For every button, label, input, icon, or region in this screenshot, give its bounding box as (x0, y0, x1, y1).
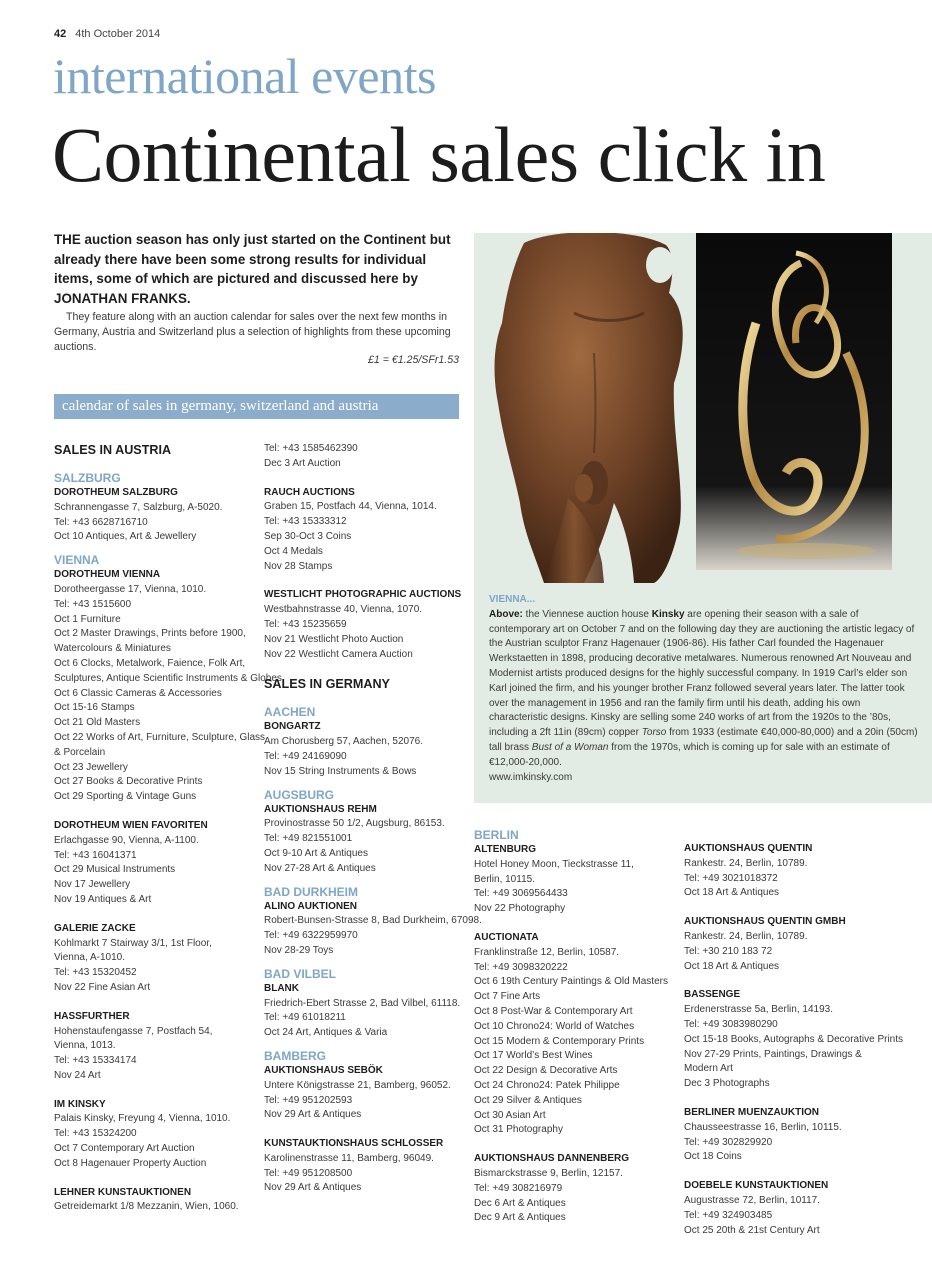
auction-house-name: BERLINER MUENZAUKTION (684, 1106, 819, 1118)
listing-line: Berlin, 10115. (474, 873, 535, 885)
listing-line: Sculptures, Antique Scientific Instruments & Globes (54, 672, 282, 684)
listing-line: Tel: +49 302829920 (684, 1136, 773, 1148)
listing-line: Getreidemarkt 1/8 Mezzanin, Wien, 1060. (54, 1201, 239, 1213)
listing-line: Nov 21 Westlicht Photo Auction (264, 633, 404, 645)
listing-line: Erlachgasse 90, Vienna, A-1100. (54, 834, 199, 846)
listing-line: Hohenstaufengasse 7, Postfach 54, (54, 1025, 213, 1037)
listing-line: Oct 10 Antiques, Art & Jewellery (54, 531, 197, 543)
listing-line: Tel: +49 3069564433 (474, 888, 568, 900)
listing-line: Oct 6 19th Century Paintings & Old Masters (474, 976, 668, 988)
listing-line: Nov 22 Westlicht Camera Auction (264, 648, 413, 660)
caption-work-torso: Torso (641, 727, 667, 739)
issue-date: 4th October 2014 (75, 28, 161, 40)
listing-line: Tel: +43 1515600 (54, 598, 132, 610)
listing-line: Oct 7 Fine Arts (474, 991, 541, 1003)
auction-house-name: DOROTHEUM SALZBURG (54, 487, 178, 498)
listing-line: Tel: +43 15334174 (54, 1055, 137, 1067)
listing-line: Erdenerstrasse 5a, Berlin, 14193. (684, 1004, 833, 1016)
auction-house-name: AUKTIONSHAUS DANNENBERG (474, 1153, 630, 1165)
city-heading: AUGSBURG (264, 787, 335, 802)
listing-line: Oct 6 Clocks, Metalwork, Faience, Folk Art, (54, 657, 246, 669)
headline: Continental sales click in (52, 111, 826, 198)
listing-line: Oct 31 Photography (474, 1124, 563, 1136)
listing-line: Nov 17 Jewellery (54, 879, 131, 891)
listing-line: Nov 28 Stamps (264, 560, 333, 572)
listing-line: Oct 15-18 Books, Autographs & Decorative Prints (684, 1033, 903, 1045)
torso-photo (484, 233, 694, 583)
caption-heading: VIENNA... (489, 594, 536, 605)
listing-line: Tel: +43 15324200 (54, 1128, 137, 1140)
listing-line: Nov 22 Photography (474, 903, 566, 915)
auction-house-name: BASSENGE (684, 989, 741, 1001)
city-heading: AACHEN (264, 705, 316, 720)
listing-line: Oct 18 Coins (684, 1151, 742, 1163)
listing-line: Oct 7 Contemporary Art Auction (54, 1143, 195, 1155)
auction-house-name: KUNSTAUKTIONSHAUS SCHLOSSER (264, 1138, 444, 1150)
calendar-banner (54, 394, 459, 419)
auction-house-name: DOROTHEUM WIEN FAVORITEN (54, 819, 208, 831)
listing-line: Oct 6 Classic Cameras & Accessories (54, 687, 222, 699)
auction-house-name: HASSFURTHER (54, 1010, 130, 1022)
listing-line: Tel: +43 16041371 (54, 849, 137, 861)
listing-line: Friedrich-Ebert Strasse 2, Bad Vilbel, 61118. (264, 997, 461, 1009)
listing-line: Oct 30 Asian Art (474, 1109, 546, 1121)
calendar-column-3 (474, 828, 679, 1226)
listing-line: Oct 29 Sporting & Vintage Guns (54, 791, 197, 803)
listing-line: Oct 15 Modern & Contemporary Prints (474, 1035, 645, 1047)
auction-house-name: LEHNER KUNSTAUKTIONEN (54, 1186, 192, 1198)
calendar-column-4 (684, 828, 924, 1238)
listing-line: Oct 22 Works of Art, Furniture, Sculpture, Glass (54, 731, 266, 743)
city-heading: BAD VILBEL (264, 966, 336, 981)
calendar-banner-label: calendar of sales in germany, switzerland and austria (62, 398, 379, 414)
listing-line: Tel: +43 1585462390 (264, 443, 358, 454)
listing-line: Oct 25 20th & 21st Century Art (684, 1224, 820, 1236)
city-heading: BAD DURKHEIM (264, 884, 358, 899)
listing-line: Provinostrasse 50 1/2, Augsburg, 86153. (264, 818, 445, 830)
caption-text-3: from 1933 (estimate €40,000-80,000) and a 20in (50cm) tall brass (489, 727, 918, 753)
listing-line: Tel: +49 951208500 (264, 1167, 353, 1179)
auction-house-name: AUKTIONSHAUS QUENTIN GMBH (684, 916, 846, 928)
listing-line: Oct 23 Jewellery (54, 761, 128, 773)
listing-line: & Porcelain (54, 746, 106, 758)
listing-line: Tel: +49 3021018372 (684, 872, 778, 884)
listing-line: Tel: +49 6322959970 (264, 930, 358, 942)
listing-line: Chausseestrasse 16, Berlin, 10115. (684, 1121, 842, 1133)
listing-line: Oct 24 Chrono24: Patek Philippe (474, 1079, 620, 1091)
auction-house-name: AUKTIONSHAUS QUENTIN (684, 843, 813, 854)
listing-line: Tel: +49 324903485 (684, 1209, 773, 1221)
auction-house-name: ALTENBURG (474, 844, 537, 855)
listing-line: Oct 9-10 Art & Antiques (264, 847, 368, 859)
listing-line: Oct 27 Books & Decorative Prints (54, 776, 203, 788)
listing-line: Oct 8 Hagenauer Property Auction (54, 1157, 207, 1169)
auction-house-name: IM KINSKY (54, 1098, 106, 1110)
listing-line: Tel: +49 3083980290 (684, 1018, 778, 1030)
listing-line: Tel: +30 210 183 72 (684, 945, 773, 957)
listing-line: Dec 3 Photographs (684, 1078, 770, 1090)
listing-line: Augustrasse 72, Berlin, 10117. (684, 1194, 821, 1206)
listing-line: Oct 22 Design & Decorative Arts (474, 1065, 618, 1077)
listing-line: Nov 24 Art (54, 1069, 101, 1081)
listing-line: Tel: +43 15320452 (54, 967, 137, 979)
listing-line: Sep 30-Oct 3 Coins (264, 530, 352, 542)
city-heading: BAMBERG (264, 1048, 326, 1063)
listing-line: Nov 29 Art & Antiques (264, 1109, 362, 1121)
intro-paragraph: They feature along with an auction calendar for sales over the next few months in Germany, Austria and Switzerland plus a selection of highlights from these upcoming auctions. (54, 311, 451, 353)
caption-lead: Above: (489, 608, 523, 620)
listing-line: Oct 2 Master Drawings, Prints before 1900, (54, 628, 246, 640)
standfirst: THE auction season has only just started on the Continent but already there have been some strong results for individual items, some of which are pictured and discussed here by JONATHAN FRANKS. (54, 232, 451, 306)
listing-line: Palais Kinsky, Freyung 4, Vienna, 1010. (54, 1113, 231, 1125)
city-heading: BERLIN (474, 828, 519, 842)
listing-line: Westbahnstrasse 40, Vienna, 1070. (264, 604, 423, 616)
listing-line: Rankestr. 24, Berlin, 10789. (684, 857, 808, 869)
exchange-rate: £1 = €1.25/SFr1.53 (368, 354, 459, 366)
listing-line: Oct 18 Art & Antiques (684, 887, 780, 899)
auction-house-name: BONGARTZ (264, 721, 321, 733)
listing-line: Tel: +49 951202593 (264, 1094, 353, 1106)
caption-work-bust: Bust of a Woman (531, 741, 609, 753)
auction-house-name: WESTLICHT PHOTOGRAPHIC AUCTIONS (264, 589, 462, 601)
auction-house-name: AUCTIONATA (474, 931, 539, 943)
listing-line: Dec 3 Art Auction (264, 457, 341, 469)
brass-bust-image (696, 233, 892, 570)
listing-line: Nov 15 String Instruments & Bows (264, 765, 417, 777)
section-heading: SALES IN AUSTRIA (54, 443, 172, 457)
listing-line: Oct 24 Art, Antiques & Varia (264, 1027, 388, 1039)
listing-line: Dec 6 Art & Antiques (474, 1197, 566, 1209)
feature-panel (474, 233, 932, 803)
calendar-column-2 (264, 442, 482, 1196)
listing-line: Hotel Honey Moon, Tieckstrasse 11, (474, 858, 634, 870)
listing-line: Tel: +49 24169090 (264, 750, 347, 762)
listing-line: Franklinstraße 12, Berlin, 10587. (474, 946, 620, 958)
caption-website: www.imkinsky.com (489, 771, 573, 783)
auction-house-name: DOEBELE KUNSTAUKTIONEN (684, 1180, 829, 1192)
listing-line: Nov 22 Fine Asian Art (54, 981, 151, 993)
listing-line: Kohlmarkt 7 Stairway 3/1, 1st Floor, (54, 937, 212, 949)
listing-line: Vienna, 1013. (54, 1040, 116, 1052)
listing-line: Oct 15-16 Stamps (54, 702, 135, 714)
listing-line: Tel: +43 15333312 (264, 516, 347, 528)
listing-line: Karolinenstrasse 11, Bamberg, 96049. (264, 1152, 434, 1164)
listing-line: Nov 28-29 Toys (264, 944, 334, 956)
listing-line: Graben 15, Postfach 44, Vienna, 1014. (264, 501, 437, 513)
listing-line: Am Chorusberg 57, Aachen, 52076. (264, 736, 423, 748)
auction-house-name: GALERIE ZACKE (54, 922, 136, 934)
listing-line: Modern Art (684, 1063, 733, 1075)
listing-line: Schrannengasse 7, Salzburg, A-5020. (54, 501, 223, 513)
auction-house-name: DOROTHEUM VIENNA (54, 569, 161, 581)
auction-house-name: AUKTIONSHAUS SEBÖK (264, 1064, 383, 1076)
listing-line: Dec 9 Art & Antiques (474, 1212, 566, 1224)
listing-line: Oct 10 Chrono24: World of Watches (474, 1020, 635, 1032)
listing-line: Vienna, A-1010. (54, 952, 125, 964)
listing-line: Tel: +49 308216979 (474, 1182, 563, 1194)
auction-house-name: AUKTIONSHAUS REHM (264, 803, 377, 815)
folio (54, 28, 160, 40)
feature-caption (489, 593, 919, 785)
page-number: 42 (54, 28, 67, 40)
auction-house-name: RAUCH AUCTIONS (264, 486, 355, 498)
listing-line: Dorotheergasse 17, Vienna, 1010. (54, 583, 207, 595)
listing-line: Oct 4 Medals (264, 545, 323, 557)
listing-line: Tel: +43 6628716710 (54, 516, 148, 528)
listing-line: Nov 29 Art & Antiques (264, 1182, 362, 1194)
caption-house-name: Kinsky (651, 608, 685, 620)
listing-line: Oct 21 Old Masters (54, 717, 141, 729)
listing-line: Nov 27-29 Prints, Paintings, Drawings & (684, 1048, 862, 1060)
listing-line: Oct 17 World’s Best Wines (474, 1050, 593, 1062)
listing-line: Oct 1 Furniture (54, 613, 121, 625)
city-heading: SALZBURG (54, 471, 121, 485)
listing-line: Oct 18 Art & Antiques (684, 960, 780, 972)
listing-line: Oct 8 Post-War & Contemporary Art (474, 1005, 633, 1017)
listing-line: Tel: +49 821551001 (264, 833, 353, 845)
listing-line: Tel: +49 3098320222 (474, 961, 568, 973)
auction-house-name: BLANK (264, 982, 299, 994)
auction-house-name: ALINO AUKTIONEN (264, 900, 357, 912)
bronze-torso-image (484, 233, 694, 583)
listing-line: Tel: +49 61018211 (264, 1012, 346, 1024)
listing-line: Nov 19 Antiques & Art (54, 893, 152, 905)
listing-line: Oct 29 Silver & Antiques (474, 1094, 582, 1106)
caption-text-2: are opening their season with a sale of contemporary art on October 7 and on the following day they are auctioning the artistic legacy of the Austrian sculptor Franz Hagenauer (1906-86). His father Carl founded the Hagenauer Werkstaetten in 1898, producing decorative metalwares. Numerous renowned Art Nouveau and Modernist artists produced designs for the highly successful company. In 1919 Carl’s elder son Karl joined the firm, and his younger brother Franz followed several years later. The latter took over the management in 1956 and ran the family firm until his death, adding his own characteristic designs. Kinsky are selling some 240 works of art from the 1920s to the ’80s, including a 2ft 11in (89cm) copper (489, 608, 915, 739)
listing-line: Rankestr. 24, Berlin, 10789. (684, 930, 808, 942)
listing-line: Robert-Bunsen-Strasse 8, Bad Durkheim, 67098. (264, 915, 482, 927)
brass-bust-photo (696, 233, 892, 570)
listing-line: Watercolours & Miniatures (54, 643, 171, 655)
listing-line: Tel: +43 15235659 (264, 618, 347, 630)
caption-text-1: the Viennese auction house (522, 608, 652, 620)
listing-line: Bismarckstrasse 9, Berlin, 12157. (474, 1167, 623, 1179)
section-heading: SALES IN GERMANY (264, 677, 390, 692)
listing-line: Oct 29 Musical Instruments (54, 864, 176, 876)
listing-line: Nov 27-28 Art & Antiques (264, 862, 376, 874)
city-heading: VIENNA (54, 553, 100, 568)
section-title: international events (53, 48, 436, 104)
caption-text-4: from the 1970s, which is coming up for sale with an estimate of €12,000-20,000. (489, 741, 890, 768)
listing-line: Untere Königstrasse 21, Bamberg, 96052. (264, 1079, 451, 1091)
